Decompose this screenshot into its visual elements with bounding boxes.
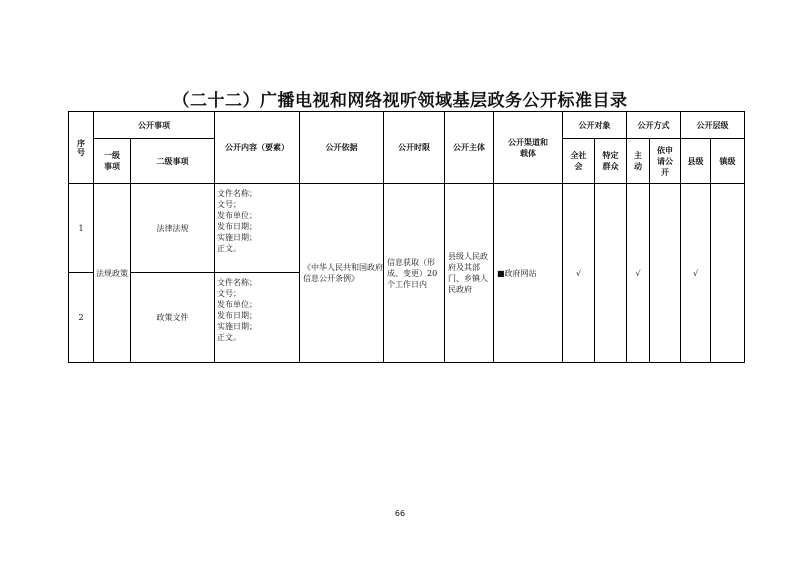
page-title: （二十二）广播电视和网络视听领域基层政务公开标准目录	[172, 91, 628, 111]
row-seq: 1	[69, 184, 94, 273]
row-level2: 法律法规	[131, 184, 215, 273]
content-line: 发布单位；	[217, 300, 257, 309]
content-line: 文号；	[217, 200, 241, 209]
header-level1-label: 一级事项	[104, 150, 120, 171]
header-time-limit: 公开时限	[384, 112, 445, 184]
header-target: 公开对象	[563, 112, 627, 139]
header-level2: 二级事项	[131, 139, 215, 184]
content-line: 发布日期；	[217, 222, 257, 231]
subject-cell: 县级人民政府及其部门、乡镇人民政府	[445, 184, 494, 363]
header-level1	[94, 139, 131, 184]
level-town-empty	[711, 184, 745, 363]
level-county-mark: √	[681, 184, 711, 363]
content-line: 正文。	[217, 333, 241, 342]
header-content: 公开内容（要素）	[215, 112, 300, 184]
header-target-all	[563, 139, 595, 184]
header-seq	[69, 112, 94, 184]
level1-cell: 法规政策	[94, 184, 131, 363]
header-method-apply-label: 依申请公开	[657, 144, 673, 177]
header-channel	[494, 112, 563, 184]
method-active-mark: √	[627, 184, 650, 363]
basis-cell: 《中华人民共和国政府信息公开条例》	[300, 184, 384, 363]
page-number: 66	[394, 509, 406, 518]
row-seq: 2	[69, 273, 94, 363]
header-target-all-label: 全社会	[570, 150, 587, 171]
header-level: 公开层级	[681, 112, 745, 139]
header-matter: 公开事项	[94, 112, 215, 139]
header-subject: 公开主体	[445, 112, 494, 184]
header-target-specific-label: 特定群众	[602, 150, 619, 171]
header-method: 公开方式	[627, 112, 681, 139]
method-apply-empty	[650, 184, 681, 363]
target-all-mark: √	[563, 184, 595, 363]
header-level-town: 镇级	[711, 139, 745, 184]
header-level-county: 县级	[681, 139, 711, 184]
content-line: 发布单位；	[217, 211, 257, 220]
content-line: 正文。	[217, 244, 241, 253]
row-level2: 政策文件	[131, 273, 215, 363]
header-target-specific	[595, 139, 627, 184]
header-channel-label: 公开渠道和载体	[508, 136, 548, 158]
content-line: 文号；	[217, 289, 241, 298]
header-method-active-label: 主动	[634, 150, 642, 171]
content-line: 实施日期；	[217, 322, 257, 331]
standard-catalog-table	[68, 111, 745, 363]
target-specific-empty	[595, 184, 627, 363]
header-seq-label: 序号	[77, 137, 85, 157]
row-content	[215, 184, 300, 273]
header-method-active	[627, 139, 650, 184]
content-line: 文件名称；	[217, 278, 257, 287]
content-line: 发布日期；	[217, 311, 257, 320]
header-basis: 公开依据	[300, 112, 384, 184]
table-row	[69, 184, 745, 273]
channel-cell: ■政府网站	[494, 184, 563, 363]
row-content	[215, 273, 300, 363]
content-line: 实施日期；	[217, 233, 257, 242]
time-limit-cell: 信息获取（形成、变更）20个工作日内	[384, 184, 445, 363]
content-line: 文件名称；	[217, 189, 257, 198]
header-method-apply	[650, 139, 681, 184]
